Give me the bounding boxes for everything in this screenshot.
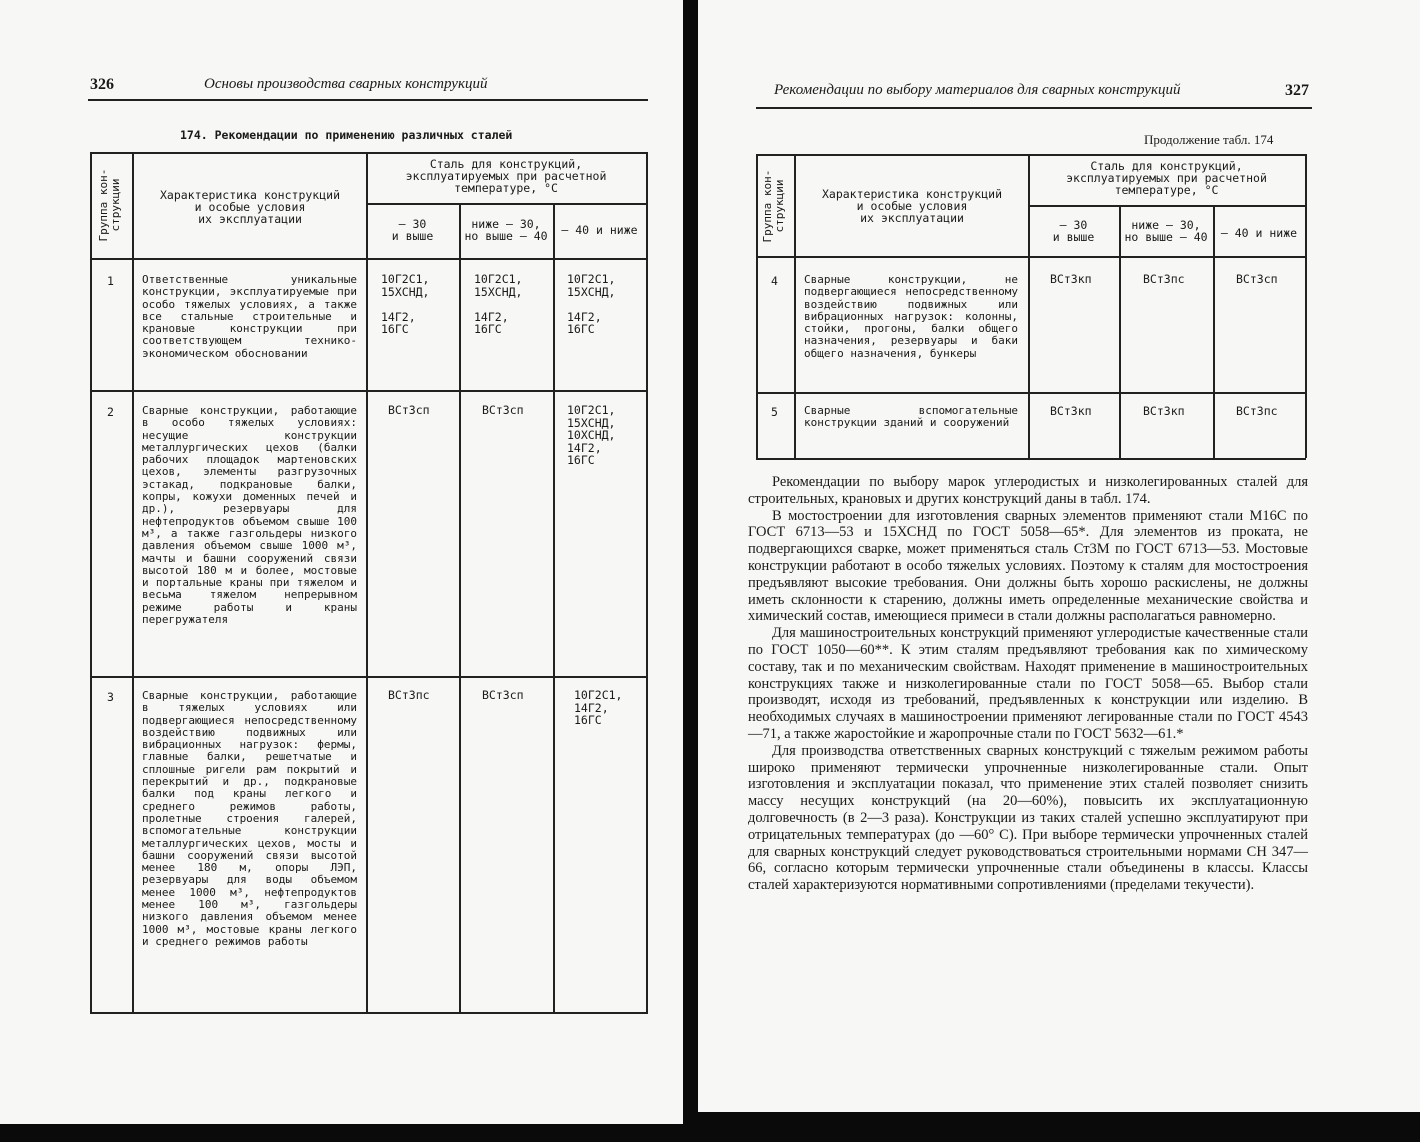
- row-steel-minus40: 10Г2С1, 15ХСНД, 10ХСНД, 14Г2, 16ГС: [567, 403, 616, 467]
- subheader-border: [366, 203, 648, 205]
- header-rule-left: [88, 99, 648, 101]
- header-minus40: — 40 и ниже: [1220, 226, 1298, 240]
- row-steel-minus30: ВСт3кп: [1050, 272, 1092, 286]
- header-steel: Сталь для конструкций, эксплуатируемых при расчетной температуре, °С: [1066, 159, 1267, 197]
- row-description: Ответственные уникальные конструкции, эксплуатируемые при особо тяжелых условиях, а также все стальные строительные и крановые конструкции при соответствующем технико-экономическом обосновании: [142, 273, 357, 360]
- header-characteristics: Характеристика конструкций и особые условия их эксплуатации: [821, 187, 1002, 225]
- row-description: Сварные вспомогательные конструкции зданий и сооружений: [804, 404, 1018, 430]
- table-right-border: [646, 152, 648, 1012]
- row-description: Сварные конструкции, не подвергающиеся непосредственному воздействию подвижных или вибрационных нагрузок: колонны, стойки, прогоны, балки общего назначения, резервуары и баки общего назначения, бункеры: [804, 273, 1018, 360]
- column-divider: [1213, 205, 1215, 458]
- running-head-left: Основы производства сварных конструкций: [204, 76, 488, 92]
- row-steel-minus40: 10Г2С1, 15ХСНД, 14Г2, 16ГС: [567, 272, 616, 336]
- row-description: Сварные конструкции, работающие в особо тяжелых условиях: несущие конструкции металлургических цехов (балки рабочих площадок мартеновских цехов, элементы разгрузочных эстакад, подкрановые балки, копры, кожухи доменных печей и др.), резервуары для нефтепродуктов объемом свыше 100 м³, а также газгольдеры низкого давления объемом свыше 1000 м³, мачты и башни сооружений связи высотой 180 м и более, мостовые и портальные краны при тяжелом и весьма тяжелом непрерывном режиме работы и краны перегружателя: [142, 404, 357, 627]
- row-steel-minus30: 10Г2С1, 15ХСНД, 14Г2, 16ГС: [381, 272, 430, 336]
- header-minus30: — 30 и выше: [1052, 218, 1095, 244]
- header-bottom-border: [756, 256, 1306, 258]
- scan-edge: [0, 1124, 683, 1142]
- header-minus30: — 30 и выше: [391, 217, 434, 243]
- table-top-border: [90, 152, 648, 154]
- row-steel-minus40: 10Г2С1, 14Г2, 16ГС: [574, 688, 623, 727]
- running-head-right: Рекомендации по выбору материалов для сварных конструкций: [774, 82, 1181, 98]
- header-characteristics: Характеристика конструкций и особые условия их эксплуатации: [159, 188, 340, 226]
- continuation-label: Продолжение табл. 174: [1144, 132, 1274, 147]
- row-number: 5: [771, 405, 778, 419]
- row-steel-minus30-40: ВСт3кп: [1143, 404, 1185, 418]
- left-page: [0, 0, 683, 1124]
- table-bottom-border: [756, 458, 1306, 460]
- row-steel-minus40: ВСт3сп: [1236, 272, 1278, 286]
- paragraph: Для машиностроительных конструкций применяют углеродистые качественные стали по ГОСТ 1050—60**. К этим сталям предъявляют требования как по химическому составу, так и по механическим свойствам. Находят применение в машиностроительных конструкциях также и низколегированные стали по ГОСТ 5058—65. Выбор стали производят, исходя из требований, предъявленных к конструкции или изделию. В необходимых случаях в машиностроении применяют легированные стали по ГОСТ 4543—71, а также жаростойкие и жаропрочные стали по ГОСТ 5632—61.*: [748, 625, 1308, 742]
- row-border: [756, 392, 1306, 394]
- page-number-left: 326: [90, 76, 114, 93]
- row-steel-minus30-40: ВСт3сп: [482, 688, 524, 702]
- column-divider: [459, 203, 461, 1012]
- page-number-right: 327: [1285, 82, 1309, 99]
- table-right-border: [1305, 154, 1307, 458]
- table-left-border: [756, 154, 758, 458]
- subheader-border: [1028, 205, 1306, 207]
- column-divider: [366, 152, 368, 1012]
- column-divider: [132, 152, 134, 1012]
- header-group: Группа кон- струкции: [761, 169, 786, 243]
- paragraph: Рекомендации по выбору марок углеродистых и низколегированных сталей для строительных, крановых и других конструкций даны в табл. 174.: [748, 474, 1308, 507]
- row-steel-minus30: ВСт3кп: [1050, 404, 1092, 418]
- row-steel-minus30-40: ВСт3сп: [482, 403, 524, 417]
- row-steel-minus30-40: ВСт3пс: [1143, 272, 1185, 286]
- column-divider: [553, 203, 555, 1012]
- header-bottom-border: [90, 258, 648, 260]
- row-steel-minus30: ВСт3пс: [388, 688, 430, 702]
- table-title: 174. Рекомендации по применению различных сталей: [180, 128, 513, 142]
- column-divider: [1028, 154, 1030, 458]
- row-border: [90, 676, 648, 678]
- paragraph: Для производства ответственных сварных конструкций с тяжелым режимом работы широко применяют термически упрочненные низколегированные стали. Опыт изготовления и эксплуатации показал, что применение этих сталей позволяет снизить массу несущих конструкций (на 20—60%), повысить их эксплуатационную долговечность (в 2—3 раза). Конструкции из таких сталей успешно эксплуатируют при отрицательных температурах (до —60° С). При выборе термически упрочненных сталей для сварных конструкций следует руководствоваться строительными нормами СН 347—66, согласно которым термически упрочненные стали объединены в классы. Классы сталей характеризуются нормативными сопротивлениями (пределами текучести).: [748, 742, 1308, 894]
- body-text: [748, 474, 1308, 894]
- row-number: 4: [771, 274, 778, 288]
- right-page: [698, 0, 1420, 1112]
- header-group: Группа кон- струкции: [97, 168, 122, 242]
- header-steel: Сталь для конструкций, эксплуатируемых при расчетной температуре, °С: [405, 157, 607, 195]
- header-rule-right: [756, 107, 1312, 109]
- paragraph: В мостостроении для изготовления сварных элементов применяют стали М16С по ГОСТ 6713—53 и 15ХСНД по ГОСТ 5058—65*. Для элементов из проката, не подвергающихся сварке, может применяться сталь Ст3М по ГОСТ 6713—53. Мостовые конструкции работают в особо тяжелых условиях. Поэтому к сталям для мостостроения предъявляют высокие требования. Они должны быть хорошо раскислены, не должны иметь склонности к старению, должны иметь определенные механические свойства и химический состав, имеющиеся примеси в стали должны располагаться равномерно.: [748, 507, 1308, 625]
- row-number: 2: [107, 405, 114, 419]
- row-steel-minus30: ВСт3сп: [388, 403, 430, 417]
- header-minus30-40: ниже — 30, но выше — 40: [464, 217, 548, 243]
- row-description: Сварные конструкции, работающие в тяжелых условиях или подвергающиеся непосредственному воздействию подвижных или вибрационных нагрузок: фермы, главные балки, решетчатые и сплошные ригели рам покрытий и перекрытий и др., подкрановые балки под краны легкого и среднего режимов работы, пролетные строения галерей, вспомогательные конструкции металлургических цехов, мосты и башни сооружений связи высотой менее 180 м, опоры ЛЭП, резервуары для воды объемом менее 1000 м³, нефтепродуктов менее 100 м³, газгольдеры низкого давления объемом менее 1000 м³, мостовые краны легкого и среднего режимов работы: [142, 689, 357, 948]
- row-border: [90, 390, 648, 392]
- table-bottom-border: [90, 1012, 648, 1014]
- row-steel-minus40: ВСт3пс: [1236, 404, 1278, 418]
- row-number: 1: [107, 274, 114, 288]
- header-minus40: — 40 и ниже: [561, 223, 638, 237]
- row-steel-minus30-40: 10Г2С1, 15ХСНД, 14Г2, 16ГС: [474, 272, 523, 336]
- table-left-border: [90, 152, 92, 1012]
- table-top-border: [756, 154, 1306, 156]
- header-minus30-40: ниже — 30, но выше — 40: [1124, 218, 1208, 244]
- row-number: 3: [107, 690, 114, 704]
